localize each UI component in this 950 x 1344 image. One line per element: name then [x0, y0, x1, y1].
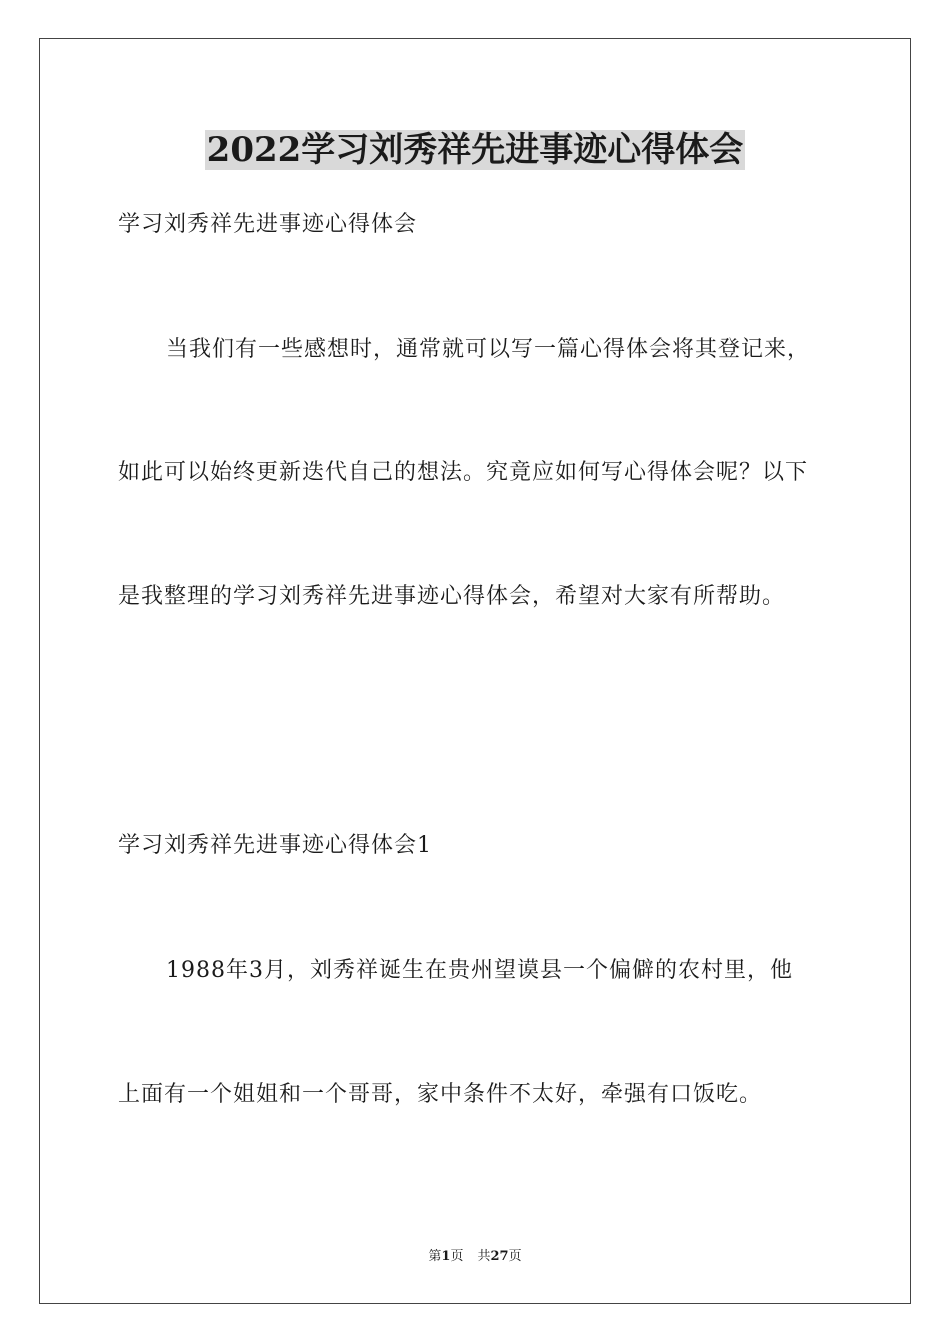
- intro-paragraph-line: 是我整理的学习刘秀祥先进事迹心得体会，希望对大家有所帮助。: [118, 584, 786, 609]
- section-paragraph-line: 1988年3月，刘秀祥诞生在贵州望谟县一个偏僻的农村里，他: [166, 958, 793, 983]
- footer-total-prefix: 共: [477, 1249, 491, 1264]
- document-title-text: 2022学习刘秀祥先进事迹心得体会: [206, 130, 744, 170]
- intro-paragraph-line: 当我们有一些感想时，通常就可以写一篇心得体会将其登记来，: [166, 337, 811, 362]
- document-subtitle: 学习刘秀祥先进事迹心得体会: [118, 212, 418, 237]
- section-paragraph-line: 上面有一个姐姐和一个哥哥，家中条件不太好，牵强有口饭吃。: [118, 1082, 763, 1107]
- footer-page-number: 1: [441, 1249, 451, 1264]
- page-footer: [0, 1248, 950, 1266]
- intro-paragraph-line: 如此可以始终更新迭代自己的想法。究竟应如何写心得体会呢？以下: [118, 460, 809, 485]
- footer-total-suffix: 页: [508, 1249, 522, 1264]
- section-heading: 学习刘秀祥先进事迹心得体会1: [118, 833, 432, 858]
- footer-page-suffix: 页: [450, 1249, 464, 1264]
- footer-page-prefix: 第: [428, 1249, 442, 1264]
- footer-total-pages: 27: [490, 1249, 509, 1264]
- document-title: [0, 128, 950, 172]
